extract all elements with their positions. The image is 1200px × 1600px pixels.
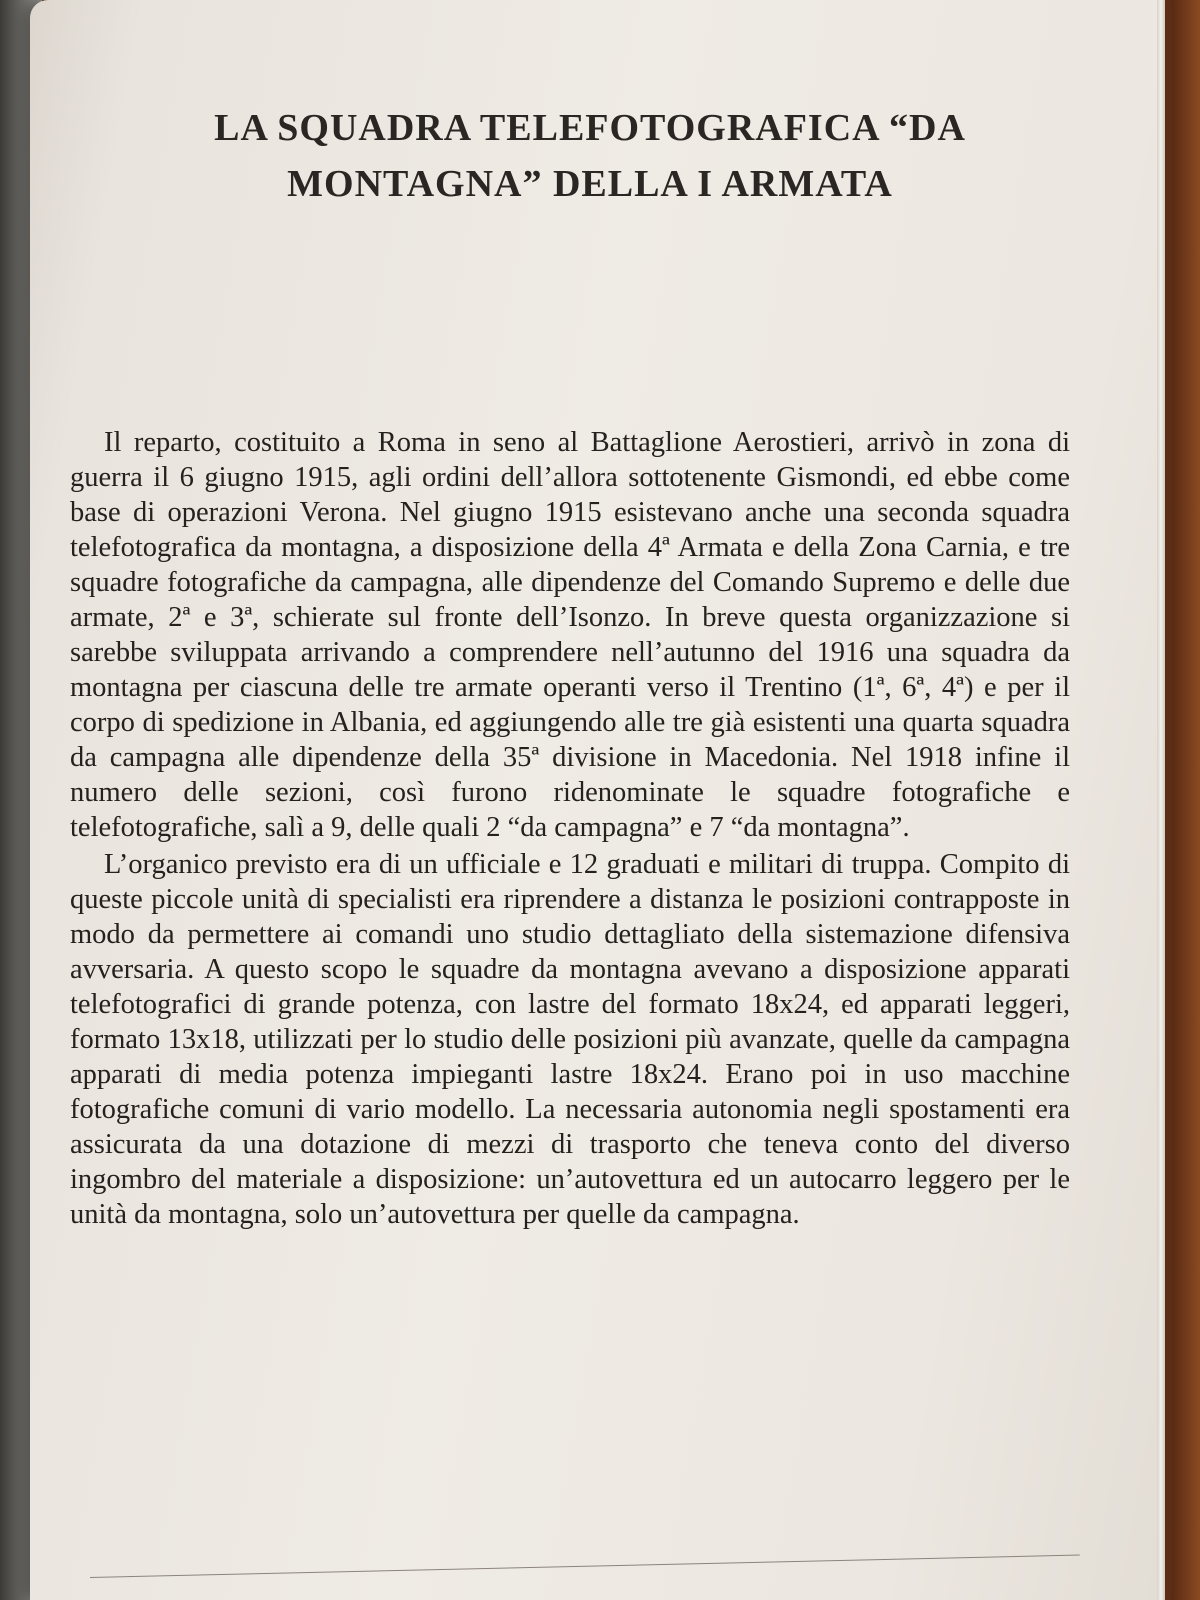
chapter-title-line-2: MONTAGNA” DELLA I ARMATA — [287, 163, 893, 205]
paragraph-2: L’organico previsto era di un ufficiale e 12 graduati e militari di truppa. Compito di queste piccole unità di specialisti era riprendere a distanza le posizioni contrapposte in modo da permettere ai comandi uno studio dettagliato della sistemazione difensiva avversaria. A questo scopo le squadre da montagna avevano a disposizione apparati telefotografici di grande potenza, con lastre del formato 18x24, ed apparati leggeri, formato 13x18, utilizzati per lo studio delle posizioni più avanzate, quelle da campagna apparati di media potenza impieganti lastre 18x24. Erano poi in uso macchine fotografiche comuni di vario modello. La necessaria autonomia negli spostamenti era assicurata da una dotazione di mezzi di trasporto che teneva conto del diverso ingombro del materiale a disposizione: un’autovettura ed un autocarro leggero per le unità da montagna, solo un’autovettura per quelle da campagna. — [70, 849, 1070, 1230]
body-text — [70, 425, 1070, 1232]
chapter-title — [110, 100, 1070, 212]
book-page — [30, 0, 1165, 1600]
page-edge — [1157, 0, 1165, 1600]
paragraph-1: Il reparto, costituito a Roma in seno al Battaglione Aerostieri, arrivò in zona di guerra il 6 giugno 1915, agli ordini dell’allora sottotenente Gismondi, ed ebbe come base di operazioni Verona. Nel giugno 1915 esistevano anche una seconda squadra telefotografica da montagna, a disposizione della 4ª Armata e della Zona Carnia, e tre squadre fotografiche da campagna, alle dipendenze del Comando Supremo e delle due armate, 2ª e 3ª, schierate sul fronte dell’Isonzo. In breve questa organizzazione si sarebbe sviluppata arrivando a comprendere nell’autunno del 1916 una squadra da montagna per ciascuna delle tre armate operanti verso il Trentino (1ª, 6ª, 4ª) e per il corpo di spedizione in Albania, ed aggiungendo alle tre già esistenti una quarta squadra da campagna alle dipendenze della 35ª divisione in Macedonia. Nel 1918 infine il numero delle sezioni, così furono ridenominate le squadre fotografiche e telefotografiche, salì a 9, delle quali 2 “da campagna” e 7 “da montagna”. — [70, 427, 1070, 843]
chapter-title-line-1: LA SQUADRA TELEFOTOGRAFICA “DA — [214, 107, 966, 149]
footer-rule — [90, 1555, 1080, 1578]
